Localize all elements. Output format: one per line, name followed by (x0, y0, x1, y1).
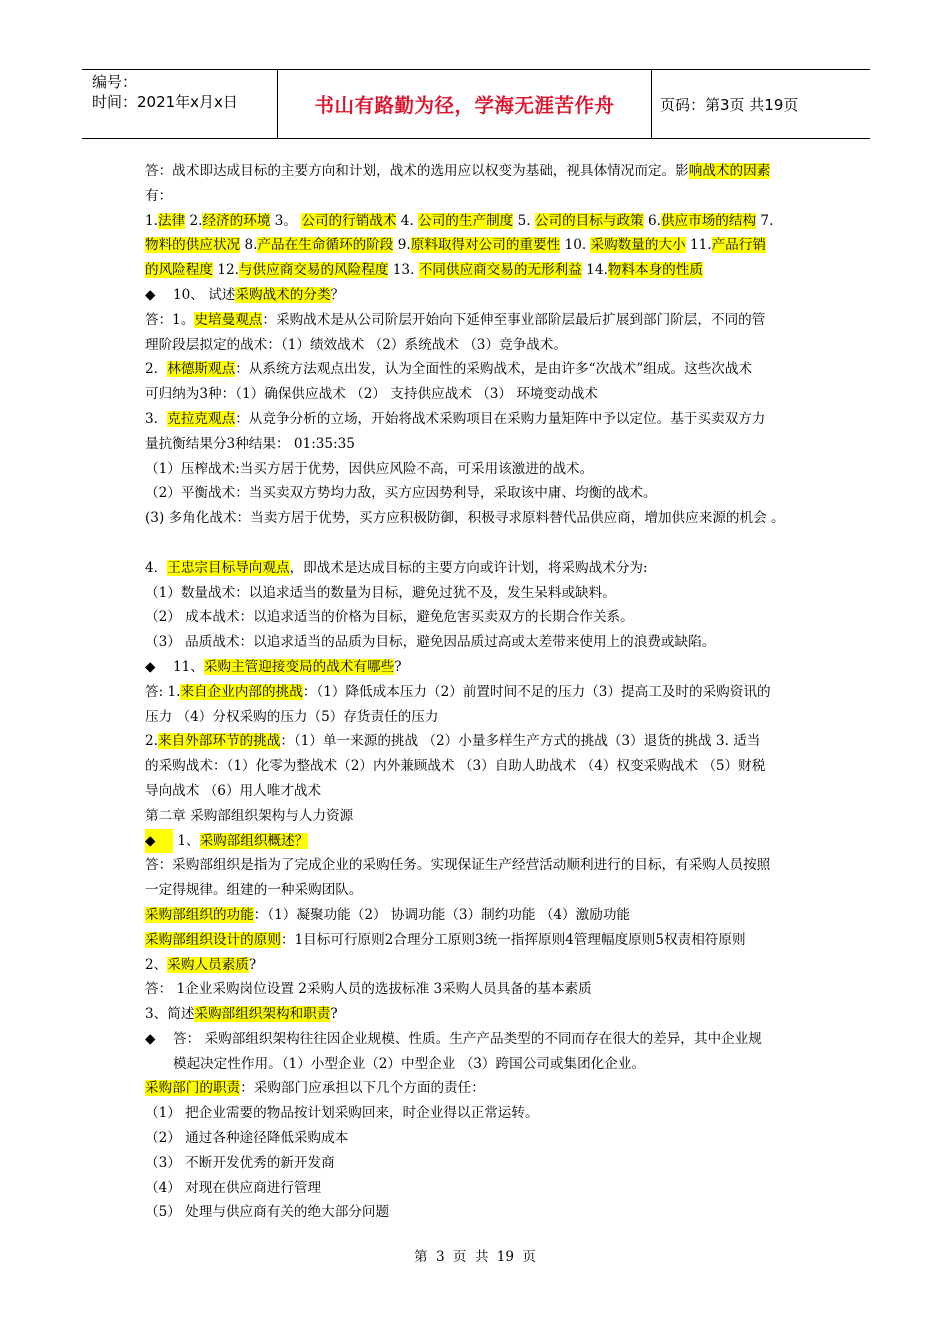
text: 答: 1. (145, 683, 181, 700)
highlight: 公司的目标与政策 (534, 212, 644, 229)
number-label: 编号： (92, 73, 138, 91)
text: 7. (756, 212, 774, 229)
header-table (82, 69, 870, 139)
text: ：采购部门应承担以下几个方面的责任： (240, 1080, 485, 1097)
paragraph: 答：采购部组织是指为了完成企业的采购任务。实现保证生产经营活动顺利进行的目标，有采购人员按照 (145, 857, 771, 874)
paragraph (145, 209, 809, 234)
paragraph: 导向战术 （6）用人唯才战术 (145, 782, 322, 799)
highlight: 采购部组织架构和职责 (194, 1006, 331, 1023)
paragraph: 可归纳为3种：（1）确保供应战术 （2） 支持供应战术 （3） 环境变动战术 (145, 386, 598, 403)
question-ch2-2 (145, 953, 809, 978)
text: ? (330, 1006, 338, 1023)
highlight: 不同供应商交易的无形利益 (418, 262, 582, 279)
highlight: 采购部组织设计的原则 (145, 931, 281, 948)
highlight: 采购战术的分类 (235, 286, 331, 303)
text: ：（1）凝聚功能（2） 协调功能（3）制约功能 （4）激励功能 (253, 906, 631, 923)
header-right-cell (652, 70, 870, 138)
highlight: 与供应商交易的风险程度 (238, 262, 389, 279)
highlight: 产品行销 (711, 237, 766, 254)
paragraph: 的采购战术：（1）化零为整战术（2）内外兼顾战术 （3）自助人助战术 （4）权变采购战术 （5）财税 (145, 758, 766, 775)
question-11 (145, 655, 809, 680)
list-item: （2） 通过各种途径降低采购成本 (145, 1130, 349, 1147)
text: 5. (513, 212, 535, 229)
highlight: 公司的生产制度 (418, 212, 514, 229)
paragraph (145, 556, 809, 581)
motto: 书山有路勤为径，学海无涯苦作舟 (314, 94, 615, 117)
highlight: 物料本身的性质 (607, 262, 703, 279)
chapter-heading: 第二章 采购部组织架构与人力资源 (145, 807, 354, 824)
paragraph (145, 258, 809, 283)
highlight: 物料的供应状况 (145, 237, 241, 254)
text: ：采购战术是从公司阶层开始向下延伸至事业部阶层最后扩展到部门阶层，不同的管 (262, 311, 766, 328)
paragraph: 一定得规律。组建的一种采购团队。 (145, 882, 363, 899)
paragraph: 理阶段层拟定的战术：（1）绩效战术 （2）系统战术 （3）竞争战术。 (145, 336, 568, 353)
text: 12. (212, 262, 239, 279)
list-item: （5） 处理与供应商有关的绝大部分问题 (145, 1204, 390, 1221)
text: 2. (185, 212, 203, 229)
document-body (145, 159, 809, 1225)
text: ：从系统方法观点出发，认为全面性的采购战术，是由许多“次战术”组成。这些次战术 (235, 361, 753, 378)
text: 3、简述 (145, 1006, 195, 1023)
text: 14. (581, 262, 608, 279)
text: 10、 试述 (173, 286, 236, 303)
text: 2． (145, 361, 168, 378)
paragraph: 压力 （4）分权采购的压力（5）存货责任的压力 (145, 708, 439, 725)
text: 2. (145, 733, 158, 750)
highlight: 法律 (157, 212, 186, 229)
text: 11. (685, 237, 712, 254)
paragraph: 模起决定性作用。（1）小型企业（2）中型企业 （3）跨国公司或集团化企业。 (173, 1055, 646, 1072)
page-footer: 第 3 页 共 19 页 (414, 1249, 536, 1265)
highlight: 采购人员素质 (167, 956, 249, 973)
question-ch2-1 (145, 829, 809, 854)
text: ? (248, 956, 257, 973)
paragraph: （2）平衡战术：当买卖双方势均力敌，买方应因势利导，采取该中庸、均衡的战术。 (145, 485, 657, 502)
question-10 (145, 283, 809, 308)
header-left-cell (82, 70, 278, 138)
text: ：从竞争分析的立场，开始将战术采购项目在采购力量矩阵中予以定位。基于买卖双方力 (235, 410, 766, 427)
diamond-bullet-icon: ◆ (145, 286, 156, 303)
highlight: 原料取得对公司的重要性 (410, 237, 561, 254)
paragraph (145, 1027, 809, 1052)
highlight: 采购部组织的功能 (145, 906, 254, 923)
blank-line (145, 531, 809, 556)
paragraph (145, 233, 809, 258)
highlight: 供应市场的结构 (660, 212, 757, 229)
text: 答：1。 (145, 311, 195, 328)
text: 10. (560, 237, 591, 254)
diamond-bullet-icon: ◆ (145, 1030, 156, 1047)
highlight: 克拉克观点 (167, 410, 236, 427)
highlight: 来自企业内部的挑战 (180, 683, 303, 700)
highlight: 采购主管迎接变局的战术有哪些 (203, 658, 395, 675)
paragraph (145, 184, 809, 209)
list-item: （4） 对现在供应商进行管理 (145, 1179, 322, 1196)
highlight: 响战术的因素 (688, 163, 771, 179)
text: 1、 (173, 832, 200, 849)
paragraph (145, 928, 809, 953)
paragraph (145, 680, 809, 705)
highlight: 王忠宗目标导向观点 (167, 559, 290, 576)
text: 8. (240, 237, 258, 254)
paragraph (145, 729, 809, 754)
text: 答： 采购部组织架构往往因企业规模、性质。生产产品类型的不同而存在很大的差异，其中企业规 (173, 1030, 762, 1047)
paragraph: 答： 1企业采购岗位设置 2采购人员的选拔标准 3采购人员具备的基本素质 (145, 981, 592, 998)
highlight: 林德斯观点 (167, 361, 236, 378)
text: 9. (393, 237, 411, 254)
paragraph (145, 903, 809, 928)
list-item: （3） 不断开发优秀的新开发商 (145, 1154, 335, 1171)
diamond-bullet-icon: ◆ (145, 829, 173, 854)
highlight: 采购部组织概述？ (199, 832, 309, 849)
paragraph: （1）数量战术：以追求适当的数量为目标，避免过犹不及，发生呆料或缺料。 (145, 584, 616, 601)
highlight: 采购部门的职责 (145, 1080, 241, 1097)
diamond-bullet-icon: ◆ (145, 658, 156, 675)
paragraph: （3） 品质战术：以追求适当的品质为目标，避免因品质过高或太差带来使用上的浪费或缺陷。 (145, 634, 716, 651)
paragraph (145, 407, 809, 432)
text: 13. (388, 262, 419, 279)
highlight: 公司的行销战术 (301, 212, 397, 229)
text: 1. (145, 212, 158, 229)
highlight: 史培曼观点 (194, 311, 263, 328)
highlight: 产品在生命循环的阶段 (257, 237, 394, 254)
highlight: 采购数量的大小 (590, 237, 686, 254)
time-label: 时间：2021年x月x日 (92, 93, 238, 111)
text: ：1目标可行原则2合理分工原则3统一指挥原则4管理幅度原则5权责相符原则 (280, 931, 746, 948)
list-item: （1） 把企业需要的物品按计划采购回来，时企业得以正常运转。 (145, 1105, 539, 1122)
text: 11、 (173, 658, 204, 675)
highlight: 的风险程度 (145, 262, 213, 279)
header-middle-cell (278, 70, 652, 138)
paragraph: (3) 多角化战术：当卖方居于优势，买方应积极防御，积极寻求原料替代品供应商，增加供应来源的机会 。 (145, 510, 785, 527)
text: ：（1）降低成本压力（2）前置时间不足的压力（3）提高工及时的采购资讯的 (302, 683, 771, 700)
text: 6. (643, 212, 661, 229)
highlight: 来自外部环节的挑战 (157, 733, 281, 750)
text: 有： (145, 187, 173, 204)
page-label: 页码：第3页 共19页 (660, 95, 799, 114)
text: 3。 (270, 212, 302, 229)
paragraph: 量抗衡结果分3种结果： 01:35:35 (145, 435, 355, 452)
text: 3． (145, 410, 168, 427)
text: 4． (145, 559, 168, 576)
text: ? (394, 658, 402, 675)
paragraph: （1）压榨战术:当买方居于优势，因供应风险不高，可采用该激进的战术。 (145, 460, 594, 477)
text: 4. (396, 212, 419, 229)
text: ，即战术是达成目标的主要方向或许计划，将采购战术分为: (289, 559, 648, 576)
highlight: 经济的环境 (202, 212, 271, 229)
text: ？ (330, 286, 345, 303)
paragraph (145, 357, 809, 382)
text: 2、 (145, 956, 168, 973)
question-ch2-3 (145, 1002, 809, 1027)
paragraph (145, 159, 809, 184)
paragraph (145, 1076, 809, 1101)
text: 答：战术即达成目标的主要方向和计划，战术的选用应以权变为基础，视具体情况而定。影 (145, 163, 689, 179)
paragraph: （2） 成本战术：以追求适当的价格为目标，避免危害买卖双方的长期合作关系。 (145, 609, 634, 626)
text: ：（1）单一来源的挑战 （2）小量多样生产方式的挑战（3）退货的挑战 3. 适当 (280, 733, 761, 750)
paragraph (145, 308, 809, 333)
